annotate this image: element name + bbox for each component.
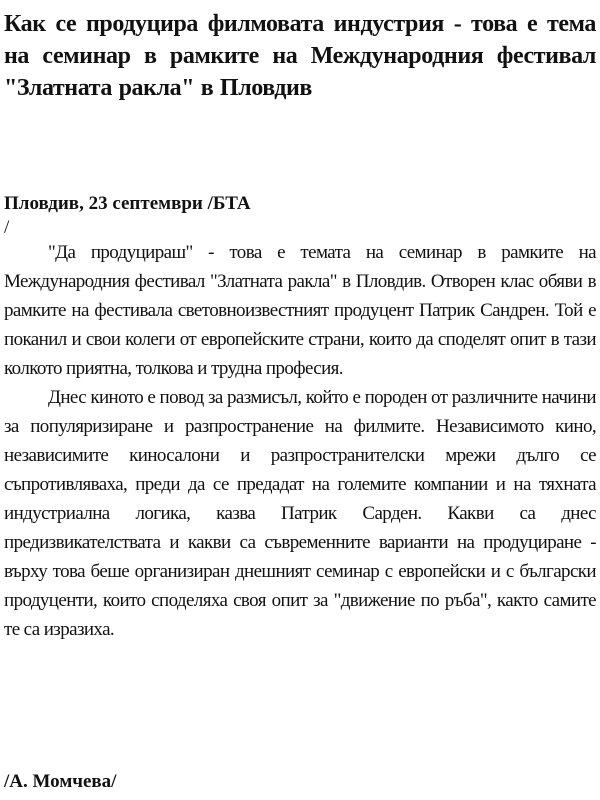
article-author: /А. Момчева/	[4, 771, 117, 792]
article-paragraph-2: Днес киното е повод за размисъл, който е породен от различните начини за популяризиране и разпространение на филмите. Независимото кино, независимите киносалони и разпространителски мрежи дълго се съпротивляваха, преди да се предадат на големите компании и на тяхната индустриална логика, казва Патрик Сарден. Какви са днес предизвикателствата и какви са съвременните варианти на продуциране - върху това беше организиран днешният семинар с европейски и с български продуценти, които споделяха своя опит за "движение по ръба", както самите те са изразиха.	[4, 387, 596, 640]
dateline-slash: /	[4, 217, 10, 238]
article-paragraph-1: "Да продуцираш" - това е темата на семинар в рамките на Международния фестивал "Златната ракла" в Пловдив. Отворен клас обяви в рамките на фестивала световноизвестният продуцент Патрик Сандрен. Той е поканил и свои колеги от европейските страни, които да споделят опит в тази колкото приятна, толкова и трудна професия.	[4, 242, 596, 379]
article-headline: Как се продуцира филмовата индустрия - това е тема на семинар в рамките на Международния фестивал "Златната ракла" в Пловдив	[4, 11, 596, 101]
article-dateline: Пловдив, 23 септември /БТА	[4, 193, 251, 214]
